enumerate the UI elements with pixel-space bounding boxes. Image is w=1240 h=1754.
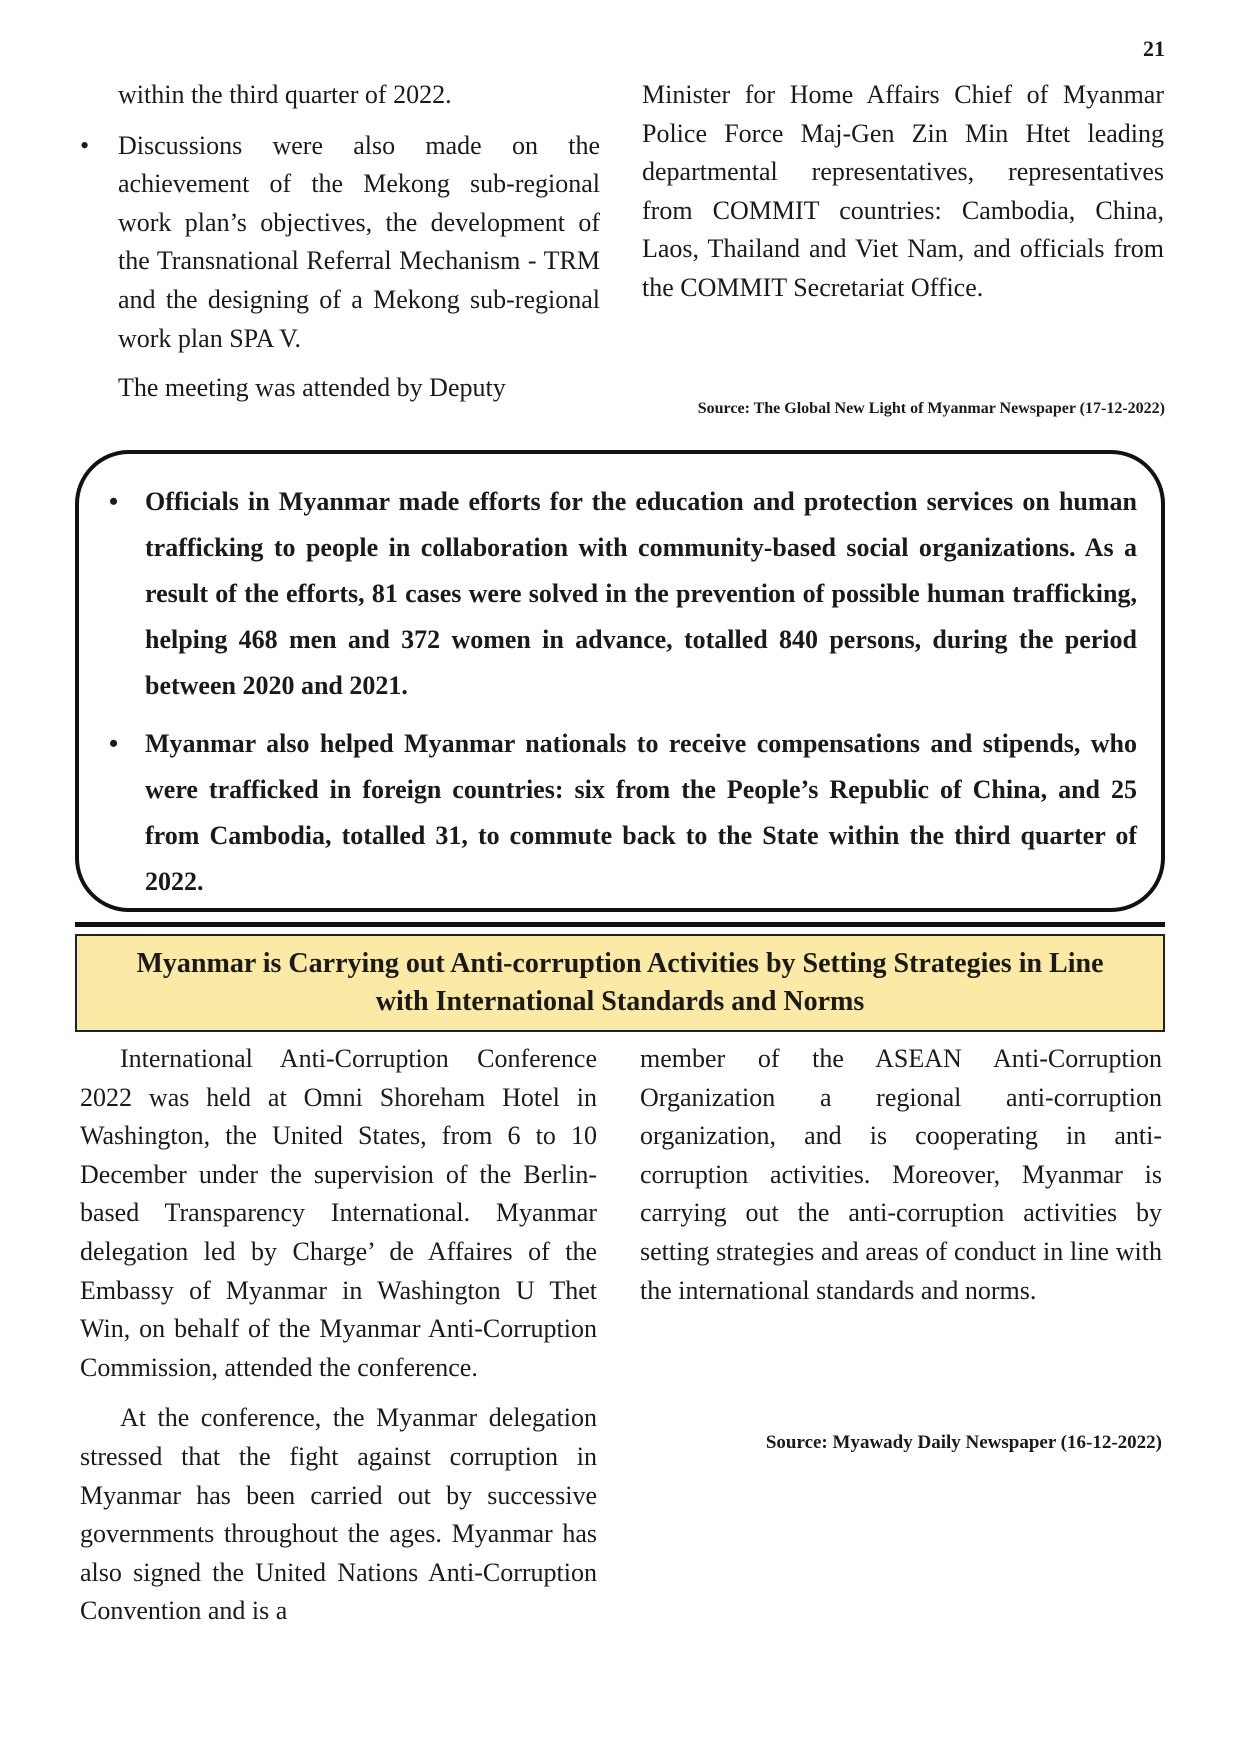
continued-text: within the third quarter of 2022.: [118, 80, 452, 109]
highlight-item: • Myanmar also helped Myanmar nationals to receive compensations and stipends, who were trafficked in foreign countries: six from the People’s Republic of China, and 25 from Cambodia, totalled 31, to commute back to the State within the third quarter of 2022.: [109, 721, 1137, 905]
paragraph-continuation: Minister for Home Affairs Chief of Myanmar Police Force Maj-Gen Zin Min Htet leading departmental representatives, representatives from COMMIT countries: Cambodia, China, Laos, Thailand and Viet Nam, and officials from the COMMIT Secretariat Office.: [642, 80, 1164, 302]
paragraph: The meeting was attended by Deputy: [118, 373, 506, 403]
article-paragraph: International Anti-Corruption Conference 2022 was held at Omni Shoreham Hotel in Washington, the United States, from 6 to 10 December under the supervision of the Berlin-based Transparency International. Myanmar delegation led by Charge’ de Affaires of the Embassy of Myanmar in Washington U Thet Win, on behalf of the Myanmar Anti-Corruption Commission, attended the conference.: [80, 1044, 597, 1382]
section-heading: Myanmar is Carrying out Anti-corruption Activities by Setting Strategies in Line with International Standards and Norms: [75, 934, 1165, 1032]
page-number: 21: [1143, 36, 1165, 61]
bottom-left-column: [80, 1040, 597, 1631]
highlight-list: [109, 479, 1137, 905]
highlight-item: • Officials in Myanmar made efforts for the education and protection services on human trafficking to people in collaboration with community-based social organizations. As a result of the efforts, 81 cases were solved in the prevention of possible human trafficking, helping 468 men and 372 women in advance, totalled 840 persons, during the period between 2020 and 2021.: [109, 479, 1137, 709]
bottom-right-column: [640, 1040, 1162, 1310]
highlight-box: [75, 450, 1165, 912]
top-left-column: [78, 76, 600, 408]
top-right-column: [642, 76, 1164, 308]
bullet-list: [78, 127, 600, 359]
bullet-item: • Discussions were also made on the achievement of the Mekong sub-regional work plan’s objectives, the development of the Transnational Referral Mechanism - TRM and the designing of a Mekong sub-regional work plan SPA V.: [78, 127, 600, 359]
article-paragraph: At the conference, the Myanmar delegation stressed that the fight against corruption in Myanmar has been carried out by successive governments throughout the ages. Myanmar has also signed the United Nations Anti-Corruption Convention and is a: [80, 1403, 597, 1626]
section-divider: [75, 922, 1165, 927]
source-citation: Source: The Global New Light of Myanmar Newspaper (17-12-2022): [697, 400, 1165, 417]
source-citation: Source: Myawady Daily Newspaper (16-12-2022): [765, 1432, 1162, 1453]
article-paragraph-continuation: member of the ASEAN Anti-Corruption Organization a regional anti-corruption organization, and is cooperating in anti-corruption activities. Moreover, Myanmar is carrying out the anti-corruption activities by setting strategies and areas of conduct in line with the international standards and norms.: [640, 1044, 1162, 1305]
